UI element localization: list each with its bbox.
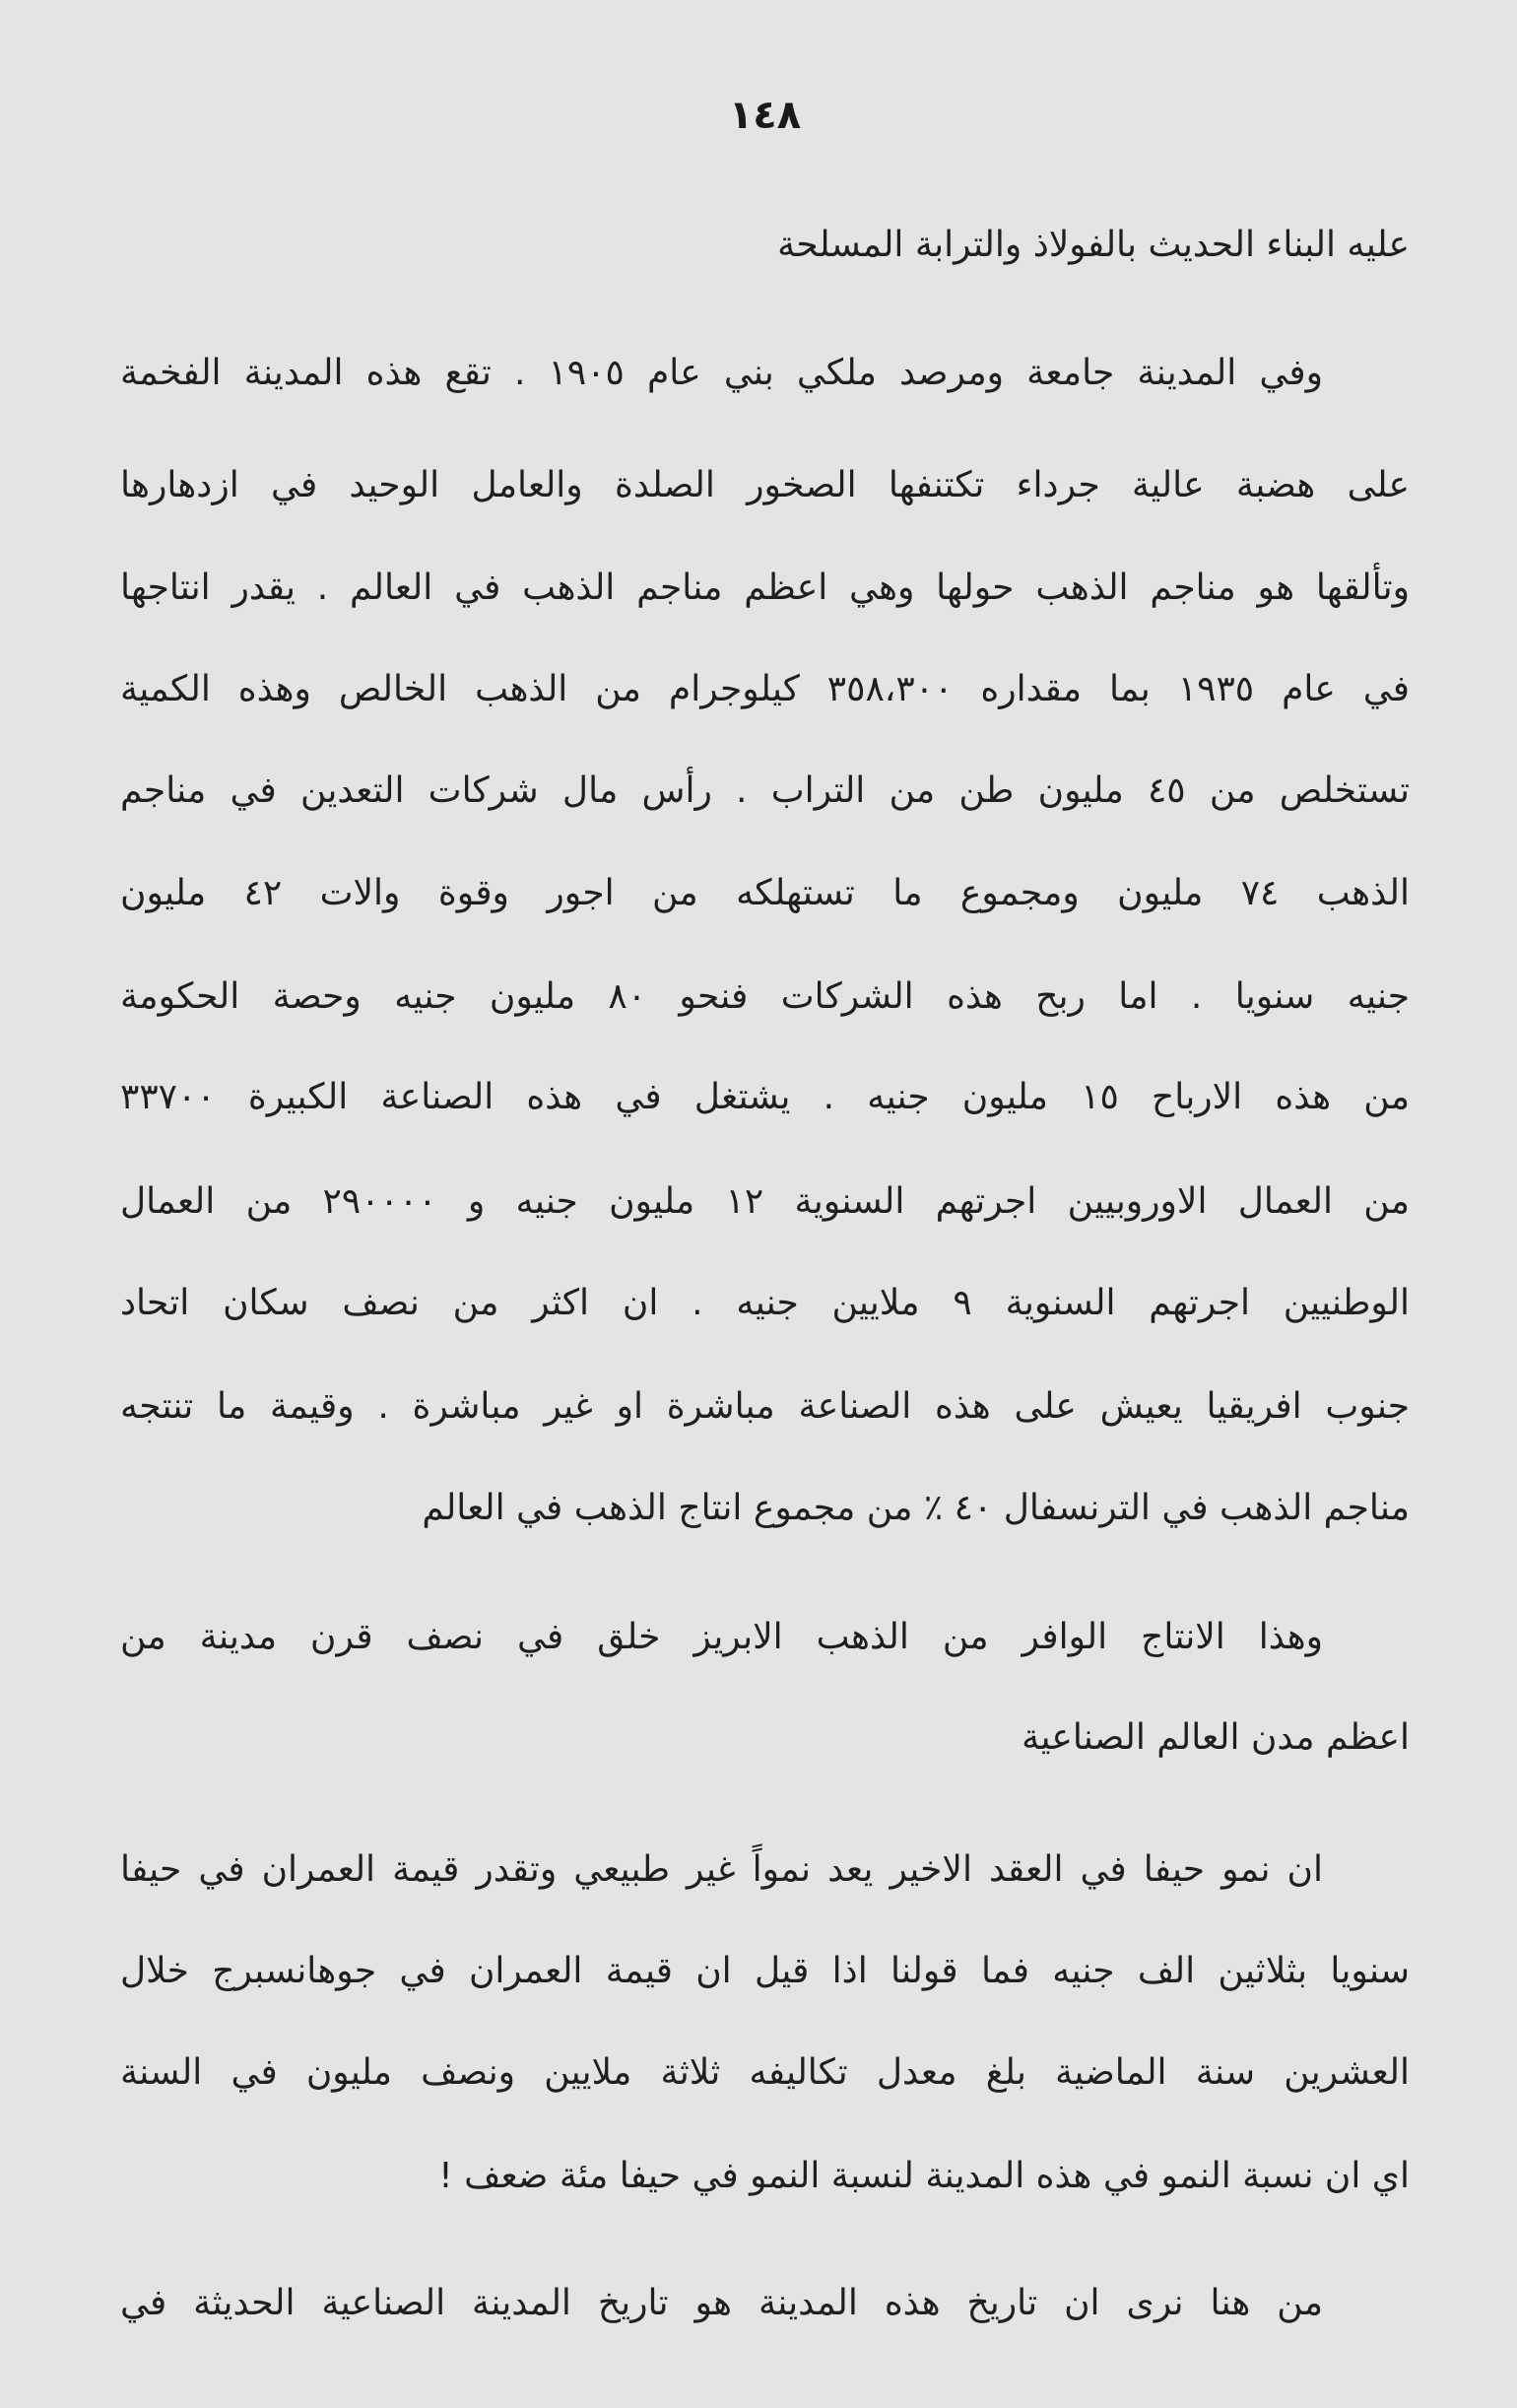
text-line: وفي المدينة جامعة ومرصد ملكي بني عام ١٩٠٥ . تقع هذه المدينة الفخمة	[120, 353, 1323, 393]
text-line: من العمال الاوروبيين اجرتهم السنوية ١٢ مليون جنيه و ٢٩٠٠٠٠ من العمال	[120, 1181, 1410, 1222]
text-line: ان نمو حيفا في العقد الاخير يعد نمواً غير طبيعي وتقدر قيمة العمران في حيفا	[120, 1849, 1323, 1890]
text-line: وهذا الانتاج الوافر من الذهب الابريز خلق في نصف قرن مدينة من	[120, 1617, 1323, 1657]
text-line: على هضبة عالية جرداء تكتنفها الصخور الصلدة والعامل الوحيد في ازدهارها	[120, 465, 1410, 505]
text-line: جنيه سنويا . اما ربح هذه الشركات فنحو ٨٠ مليون جنيه وحصة الحكومة	[120, 976, 1410, 1017]
text-line: عليه البناء الحديث بالفولاذ والترابة المسلحة	[777, 225, 1410, 265]
text-line: العشرين سنة الماضية بلغ معدل تكاليفه ثلاثة ملايين ونصف مليون في السنة	[120, 2052, 1410, 2093]
text-line: في عام ١٩٣٥ بما مقداره ٣٥٨،٣٠٠ كيلوجرام من الذهب الخالص وهذه الكمية	[120, 669, 1410, 709]
page-number: ١٤٨	[728, 93, 802, 138]
text-line: من هذه الارباح ١٥ مليون جنيه . يشتغل في هذه الصناعة الكبيرة ٣٣٧٠٠	[120, 1077, 1410, 1117]
text-line: الوطنيين اجرتهم السنوية ٩ ملايين جنيه . ان اكثر من نصف سكان اتحاد	[120, 1283, 1410, 1323]
text-line: الذهب ٧٤ مليون ومجموع ما تستهلكه من اجور وقوة والات ٤٢ مليون	[120, 873, 1410, 913]
text-line: وتألقها هو مناجم الذهب حولها وهي اعظم مناجم الذهب في العالم . يقدر انتاجها	[120, 568, 1410, 608]
text-line: اعظم مدن العالم الصناعية	[1022, 1717, 1410, 1758]
text-line: تستخلص من ٤٥ مليون طن من التراب . رأس مال شركات التعدين في مناجم	[120, 770, 1410, 811]
text-line: من هنا نرى ان تاريخ هذه المدينة هو تاريخ المدينة الصناعية الحديثة في	[120, 2283, 1323, 2323]
text-line: جنوب افريقيا يعيش على هذه الصناعة مباشرة او غير مباشرة . وقيمة ما تنتجه	[120, 1386, 1410, 1427]
text-line: سنويا بثلاثين الف جنيه فما قولنا اذا قيل ان قيمة العمران في جوهانسبرج خلال	[120, 1951, 1410, 1991]
text-line: اي ان نسبة النمو في هذه المدينة لنسبة النمو في حيفا مئة ضعف !	[438, 2156, 1410, 2196]
text-line: مناجم الذهب في الترنسفال ٤٠ ٪ من مجموع انتاج الذهب في العالم	[422, 1488, 1410, 1528]
